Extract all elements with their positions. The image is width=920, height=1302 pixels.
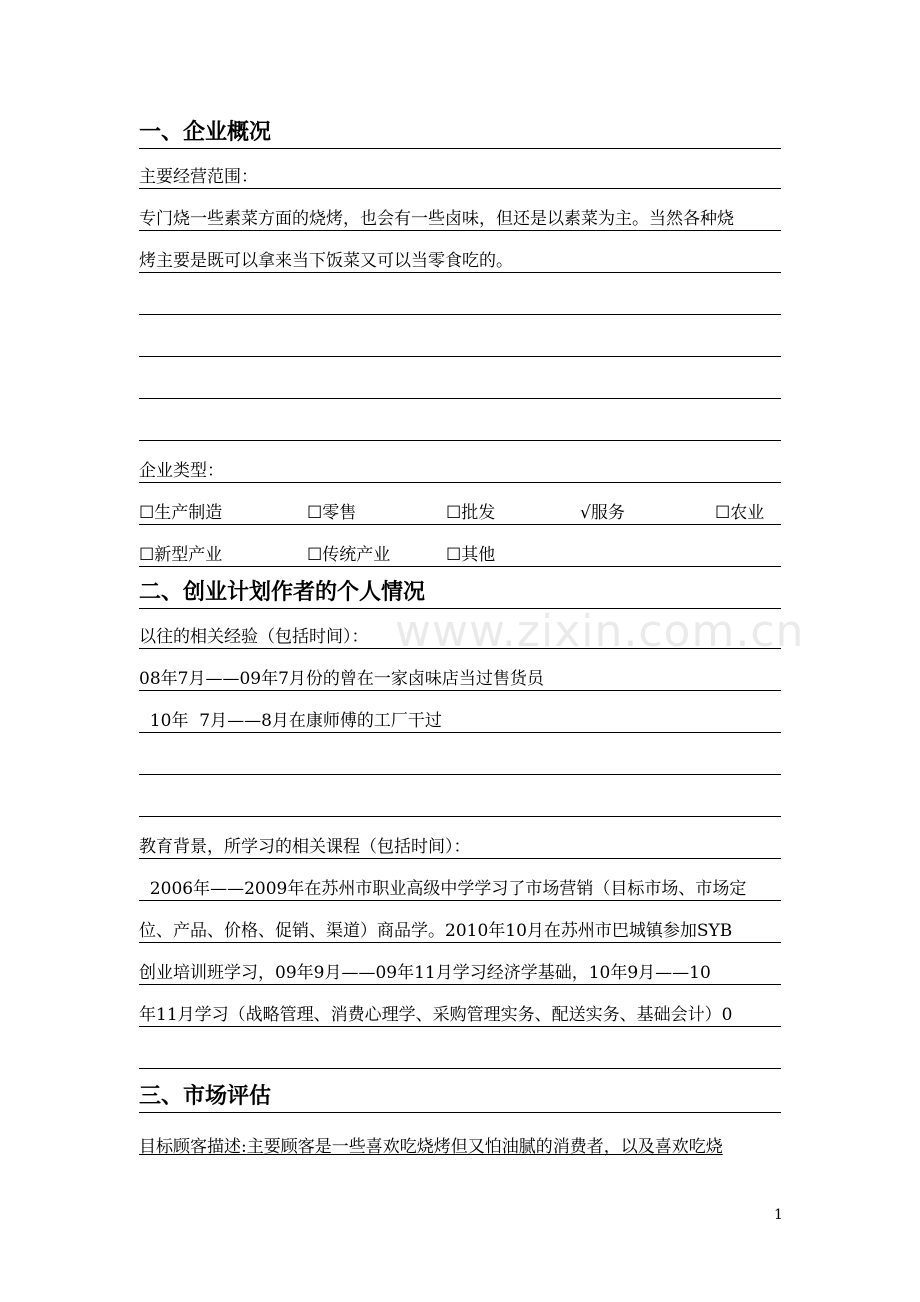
education-line-1: 2006年——2009年在苏州市职业高级中学学习了市场营销（目标市场、市场定 [139,878,781,901]
target-customer-text: 主要顾客是一些喜欢吃烧烤但又怕油腻的消费者，以及喜欢吃烧 [246,1137,723,1157]
blank-line [139,334,781,357]
blank-line [139,752,781,775]
checkbox-retail[interactable]: ☐零售 [307,503,357,523]
blank-line [139,292,781,315]
blank-line [139,1046,781,1069]
blank-line [139,418,781,441]
company-type-label: 企业类型： [139,460,781,483]
section-heading-author-profile: 二、创业计划作者的个人情况 [139,578,781,609]
business-scope-line-1: 专门烧一些素菜方面的烧烤，也会有一些卤味，但还是以素菜为主。当然各种烧 [139,208,781,231]
checkbox-traditional-industry[interactable]: ☐传统产业 [307,545,391,565]
experience-line-2: 10年 7月——8月在康师傅的工厂干过 [139,710,781,733]
section-heading-company-overview: 一、企业概况 [139,118,781,149]
company-type-row-2 [139,544,781,567]
target-customer-label: 目标顾客描述: [139,1137,247,1157]
education-line-3: 创业培训班学习，09年9月——09年11月学习经济学基础，10年9月——10 [139,962,781,985]
business-scope-line-2: 烤主要是既可以拿来当下饭菜又可以当零食吃的。 [139,250,781,273]
watermark: www.zixin.com.cn [395,606,805,657]
company-type-row-1 [139,502,781,525]
checkbox-agriculture[interactable]: ☐农业 [715,503,765,523]
checkbox-wholesale[interactable]: ☐批发 [446,503,496,523]
business-scope-label: 主要经营范围： [139,166,781,189]
blank-line [139,376,781,399]
experience-line-1: 08年7月——09年7月份的曾在一家卤味店当过售货员 [139,668,781,691]
education-label: 教育背景，所学习的相关课程（包括时间）： [139,836,781,859]
page-number: 1 [774,1207,783,1223]
experience-label: 以往的相关经验（包括时间）： [139,626,781,649]
education-line-2: 位、产品、价格、促销、渠道）商品学。2010年10月在苏州市巴城镇参加SYB [139,920,781,943]
checkbox-service-checked[interactable]: √服务 [580,503,625,523]
checkbox-other[interactable]: ☐其他 [446,545,496,565]
education-line-4: 年11月学习（战略管理、消费心理学、采购管理实务、配送实务、基础会计）0 [139,1004,781,1027]
section-heading-market-assessment: 三、市场评估 [139,1082,781,1113]
checkbox-new-industry[interactable]: ☐新型产业 [139,545,223,565]
checkbox-production[interactable]: ☐生产制造 [139,503,223,523]
blank-line [139,794,781,817]
target-customer-line [139,1136,781,1158]
